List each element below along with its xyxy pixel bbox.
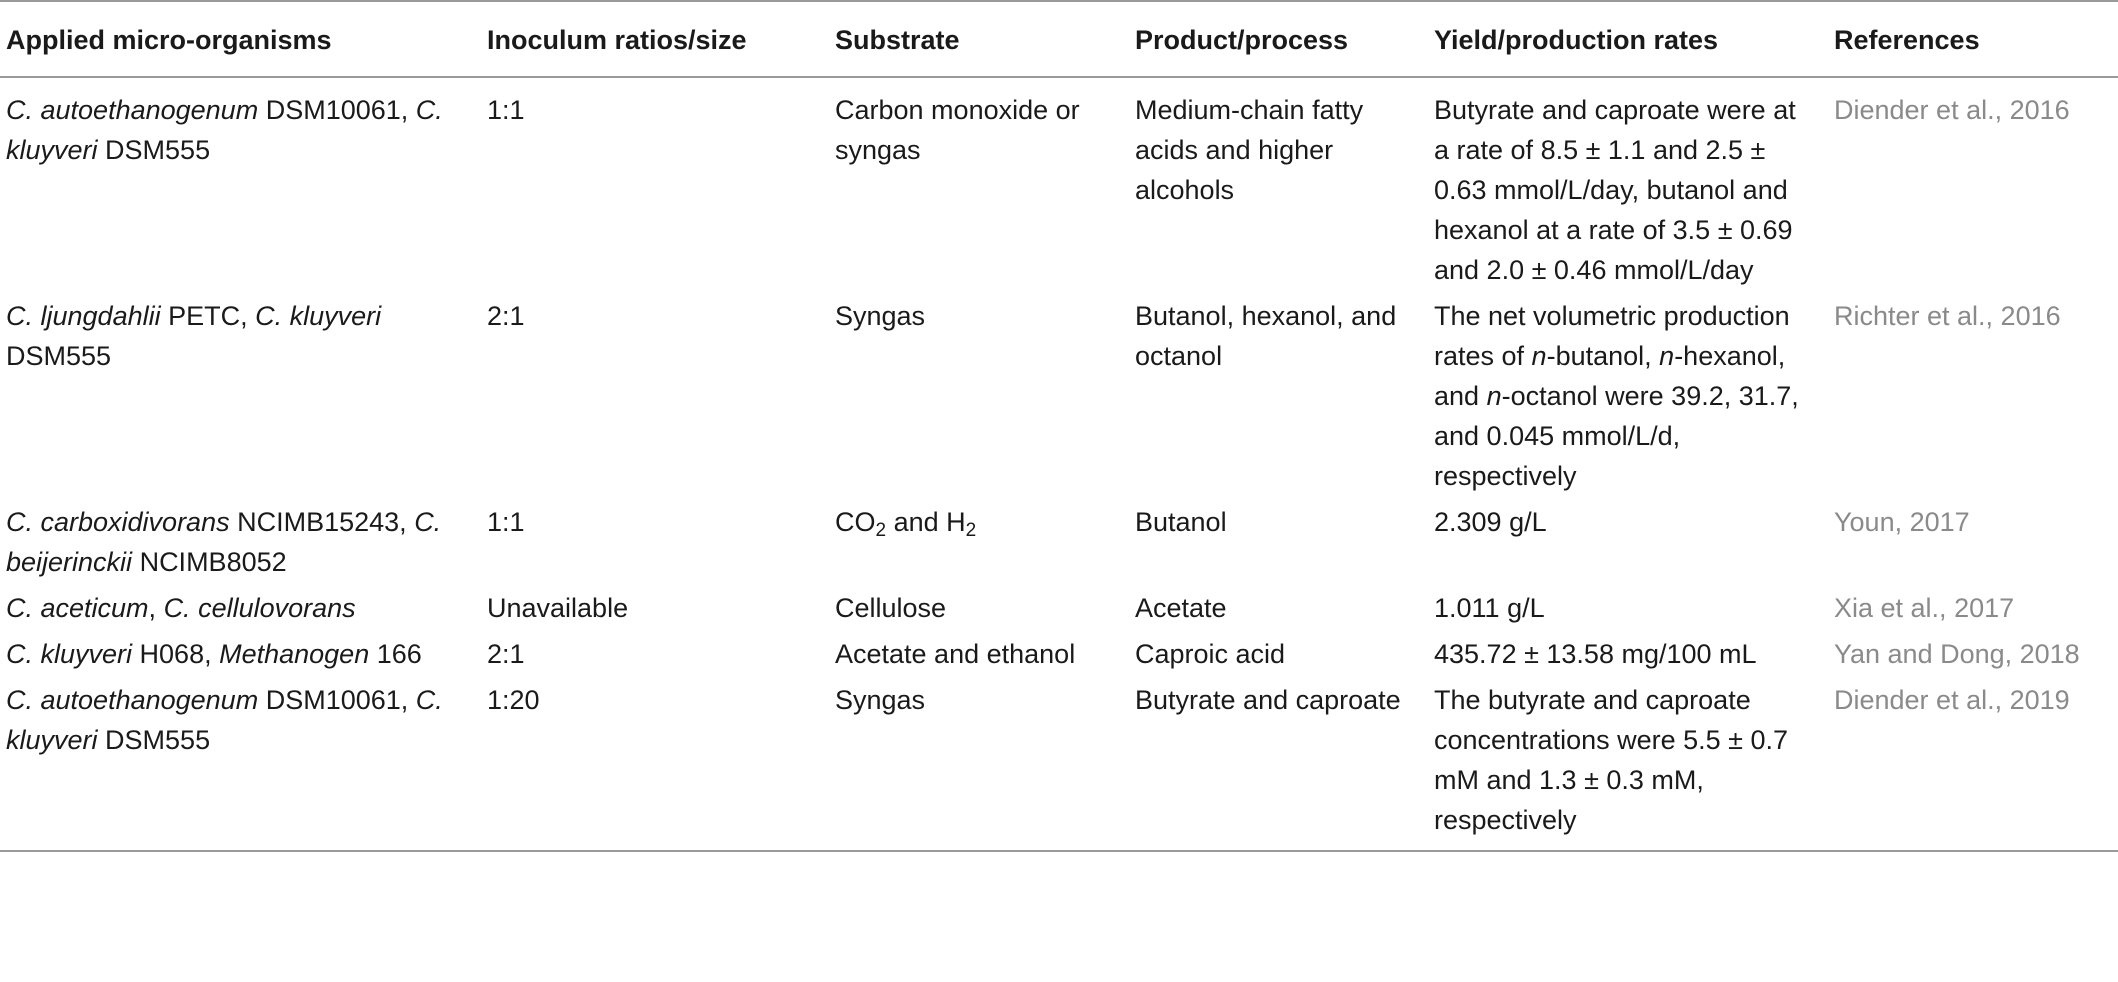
text-run: Cellulose (835, 593, 947, 623)
cell-yield (1428, 674, 1828, 851)
text-run: DSM10061, (258, 95, 416, 125)
table-row (0, 290, 2118, 496)
text-run: 166 (369, 639, 422, 669)
text-run: 2.309 g/L (1434, 507, 1547, 537)
text-run: 1.011 g/L (1434, 593, 1545, 623)
italic-text: C. ljungdahlii (6, 301, 161, 331)
cell-inoculum-ratio: 1:20 (487, 685, 540, 715)
italic-text: C. carboxidivorans (6, 507, 230, 537)
cell-product-process: Butyrate and caproate (1135, 685, 1401, 715)
cell-substrate (829, 496, 1129, 582)
italic-text: C. aceticum (6, 593, 149, 623)
table-row (0, 628, 2118, 674)
text-run: Butyrate and caproate were at a rate of 8.5 ± 1.1 and 2.5 ± 0.63 mmol/L/day, butanol and hexanol at a rate of 3.5 ± 0.69 and 2.0 ± 0.46 mmol/L/day (1434, 95, 1796, 285)
cell-yield (1428, 628, 1828, 674)
italic-text: n (1486, 381, 1502, 411)
italic-text: C. autoethanogenum (6, 95, 259, 125)
cell-yield (1428, 582, 1828, 628)
cell-product-process: Butanol, hexanol, and octanol (1135, 301, 1397, 371)
text-run: Acetate and ethanol (835, 639, 1076, 669)
cell-micro-organisms (0, 582, 481, 628)
cell-reference: Diender et al., 2019 (1834, 685, 2070, 715)
italic-text: C. kluyveri (6, 95, 443, 165)
cell-product-process: Acetate (1135, 593, 1227, 623)
header-inoculum-ratios: Inoculum ratios/size (487, 25, 747, 55)
text-run: DSM555 (97, 725, 211, 755)
text-run: H068, (132, 639, 220, 669)
italic-text: C. kluyveri (255, 301, 382, 331)
cell-yield (1428, 496, 1828, 582)
italic-text: C. kluyveri (6, 639, 133, 669)
cell-yield (1428, 290, 1828, 496)
text-run: The butyrate and caproate concentrations were 5.5 ± 0.7 mM and 1.3 ± 0.3 mM, respectively (1434, 685, 1789, 835)
text-run: The net volumetric production rates of (1434, 301, 1790, 371)
text-run: -hexanol, and (1434, 341, 1786, 411)
italic-text: C. beijerinckii (6, 507, 442, 577)
text-run: Carbon monoxide or syngas (835, 95, 1080, 165)
subscript: 2 (965, 520, 977, 541)
header-product-process: Product/process (1135, 25, 1349, 55)
cell-micro-organisms (0, 290, 481, 496)
text-run: 435.72 ± 13.58 mg/100 mL (1434, 639, 1757, 669)
text-run: DSM10061, (258, 685, 416, 715)
cell-micro-organisms (0, 496, 481, 582)
text-run: CO (835, 507, 876, 537)
table-header (0, 1, 2118, 77)
cell-product-process: Caproic acid (1135, 639, 1286, 669)
cell-product-process: Medium-chain fatty acids and higher alcohols (1135, 95, 1364, 205)
cell-inoculum-ratio: Unavailable (487, 593, 629, 623)
text-run: DSM555 (97, 135, 211, 165)
cell-substrate (829, 674, 1129, 851)
italic-text: n (1531, 341, 1547, 371)
cell-substrate (829, 628, 1129, 674)
cell-reference: Yan and Dong, 2018 (1834, 639, 2080, 669)
text-run: Syngas (835, 685, 926, 715)
cell-substrate (829, 77, 1129, 290)
text-run: and H (886, 507, 966, 537)
text-run: -butanol, (1546, 341, 1660, 371)
table-row (0, 77, 2118, 290)
text-run: Syngas (835, 301, 926, 331)
cell-micro-organisms (0, 628, 481, 674)
text-run: -octanol were 39.2, 31.7, and 0.045 mmol/L/d, respectively (1434, 381, 1799, 491)
text-run: DSM555 (6, 341, 112, 371)
cell-substrate (829, 582, 1129, 628)
italic-text: C. autoethanogenum (6, 685, 259, 715)
table-body (0, 77, 2118, 851)
header-applied-micro-organisms: Applied micro-organisms (6, 25, 332, 55)
text-run: , (148, 593, 164, 623)
cell-inoculum-ratio: 2:1 (487, 639, 525, 669)
text-run: NCIMB8052 (132, 547, 287, 577)
italic-text: C. cellulovorans (163, 593, 356, 623)
table-row (0, 496, 2118, 582)
cell-product-process: Butanol (1135, 507, 1227, 537)
cell-inoculum-ratio: 1:1 (487, 507, 525, 537)
cell-reference: Youn, 2017 (1834, 507, 1970, 537)
italic-text: Methanogen (219, 639, 370, 669)
header-substrate: Substrate (835, 25, 960, 55)
table-row (0, 582, 2118, 628)
header-row (0, 1, 2118, 77)
cell-inoculum-ratio: 1:1 (487, 95, 525, 125)
cell-micro-organisms (0, 674, 481, 851)
italic-text: n (1659, 341, 1675, 371)
table-row (0, 674, 2118, 851)
subscript: 2 (875, 520, 887, 541)
header-yield-production-rates: Yield/production rates (1434, 25, 1719, 55)
header-references: References (1834, 25, 1980, 55)
cell-micro-organisms (0, 77, 481, 290)
cell-yield (1428, 77, 1828, 290)
cell-reference: Richter et al., 2016 (1834, 301, 2061, 331)
text-run: PETC, (160, 301, 256, 331)
text-run: NCIMB15243, (229, 507, 415, 537)
cell-reference: Diender et al., 2016 (1834, 95, 2070, 125)
italic-text: C. kluyveri (6, 685, 443, 755)
cell-substrate (829, 290, 1129, 496)
cell-reference: Xia et al., 2017 (1834, 593, 2015, 623)
cell-inoculum-ratio: 2:1 (487, 301, 525, 331)
